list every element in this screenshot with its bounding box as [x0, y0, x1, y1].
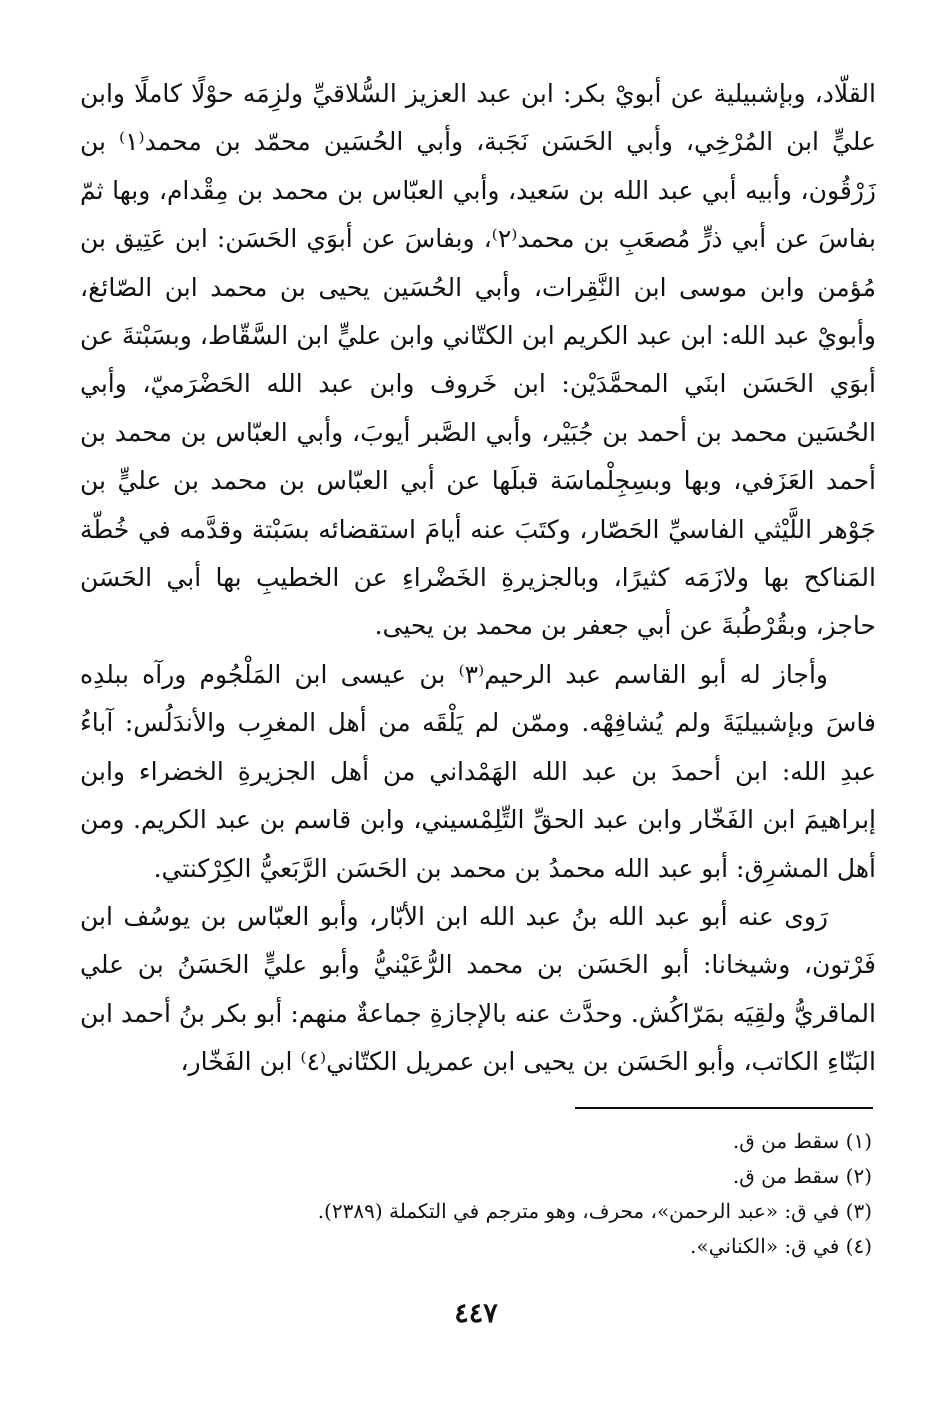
- footnote: (٢) سقط من ق.: [732, 1164, 872, 1188]
- footnote: (٤) في ق: «الكناني».: [690, 1234, 872, 1258]
- footnote-separator: [575, 1107, 873, 1109]
- footnote: (١) سقط من ق.: [732, 1129, 872, 1153]
- footnotes: [80, 1124, 876, 1264]
- body-paragraph: وأجاز له أبو القاسم عبد الرحيم⁽٣⁾ بن عيسى ابن المَلْجُوم ورآه ببلدِه فاسَ وبإشبيليَةَ ولم يُشافِهْه. وممّن لم يَلْقَه من أهل المغرِب والأندَلُس: آباءُ عبدِ الله: ابن أحمدَ بن عبد الله الهَمْداني من أهل الجزيرةِ الخضراء وابن إبراهيمَ ابن الفَخّار وابن عبد الحقِّ التِّلِمْسيني، وابن قاسم بن عبد الكريم. ومن أهل المشرِق: أبو عبد الله محمدُ بن محمد بن الحَسَن الرَّبَعيُّ الكِرْكنتي.: [80, 659, 876, 883]
- page-number: ٤٤٧: [454, 1298, 498, 1329]
- main-text: [80, 70, 876, 1087]
- footnote: (٣) في ق: «عبد الرحمن»، محرف، وهو مترجم في التكملة (٢٣٨٩).: [317, 1199, 872, 1223]
- body-paragraph: رَوى عنه أبو عبد الله بنُ عبد الله ابن الأبّار، وأبو العبّاس بن يوسُف ابن فَرْتون، وشيخانا: أبو الحَسَن بن محمد الرُّعَيْنيُّ وأبو عليٍّ الحَسَنُ بن علي الماقريُّ ولقِيَه بمَرّاكُش. وحدَّث عنه بالإجازةِ جماعةٌ منهم: أبو بكر بنُ أحمد ابن البَنّاءِ الكاتب، وأبو الحَسَن بن يحيى ابن عمريل الكتّاني⁽٤⁾ ابن الفَخّار،: [80, 901, 876, 1077]
- body-paragraph: القلّاد، وبإشبيلية عن أبويْ بكر: ابن عبد العزيز السُّلاقيِّ ولزِمَه حوْلًا كاملًا وابن عليٍّ ابن المُرْخِي، وأبي الحَسَن نَجَبة، وأبي الحُسَين محمّد بن محمد⁽١⁾ بن زَرْقُون، وأبيه أبي عبد الله بن سَعيد، وأبي العبّاس بن محمد بن مِقْدام، وبها ثمّ بفاسَ عن أبي ذرٍّ مُصعَبِ بن محمد⁽٢⁾، وبفاسَ عن أبوَي الحَسَن: ابن عَتِيق بن مُؤمن وابن موسى ابن النَّقِرات، وأبي الحُسَين يحيى بن محمد ابن الصّائغ، وأبويْ عبد الله: ابن عبد الكريم ابن الكتّاني وابن عليٍّ ابن السَّقّاط، وبسَبْتةَ عن أبوَي الحَسَن ابنَي المحمَّدَيْن: ابن خَروف وابن عبد الله الحَضْرَميّ، وأبي الحُسَين محمد بن أحمد بن جُبَيْر، وأبي الصَّبر أيوبَ، وأبي العبّاس بن محمد بن أحمد العَزَفي، وبها وبسِجِلْماسَة قبلَها عن أبي العبّاس بن محمد بن عليٍّ بن جَوْهر اللَّيْثي الفاسيِّ الحَصّار، وكتَبَ عنه أيامَ استقضائه بسَبْتة وقدَّمه في خُطّة المَناكح بها ولازَمَه كثيرًا، وبالجزيرةِ الخَضْراءِ عن الخطيبِ بها أبي الحَسَن حاجز، وبقُرْطُبةَ عن أبي جعفر بن محمد بن يحيى.: [80, 79, 877, 641]
